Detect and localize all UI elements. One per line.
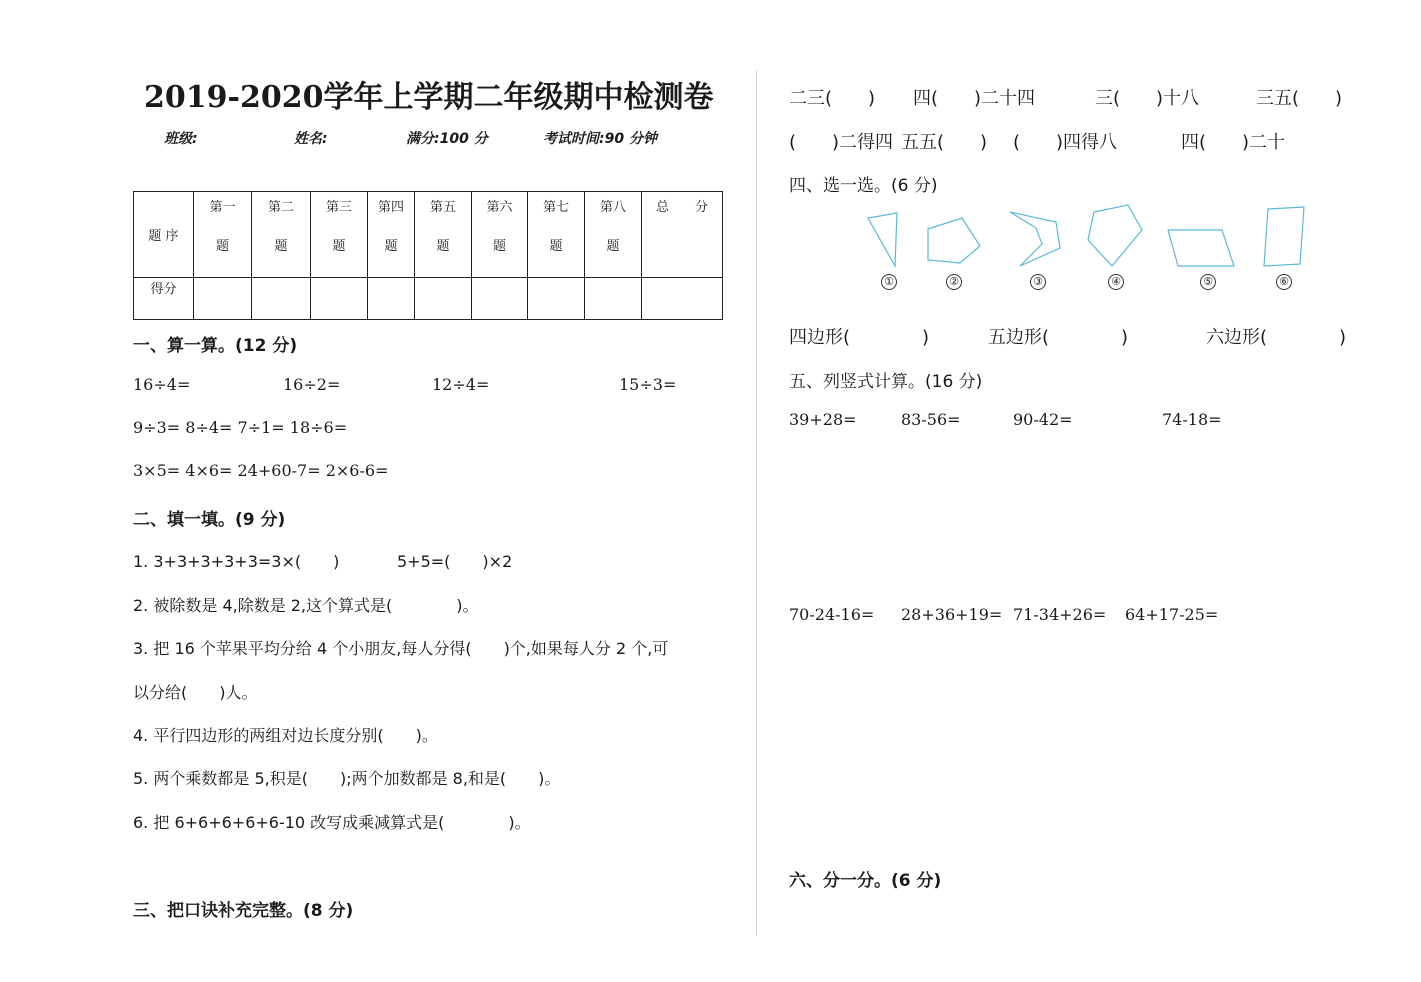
col-header-5: 第五 题 <box>415 192 472 278</box>
fill-question-3a: 3. 把 16 个苹果平均分给 4 个小朋友,每人分得( )个,如果每人分 2 个,可 <box>133 639 669 658</box>
col-header-2: 第二 题 <box>252 192 311 278</box>
score-cell-7[interactable] <box>528 278 585 320</box>
section5-heading: 五、列竖式计算。(16 分) <box>789 372 983 392</box>
col-header-8: 第八 题 <box>585 192 642 278</box>
calc-row: 3×5= 4×6= 24+60-7= 2×6-6= <box>133 461 389 480</box>
score-cell-2[interactable] <box>252 278 311 320</box>
fill-question-2: 2. 被除数是 4,除数是 2,这个算式是( )。 <box>133 596 479 615</box>
rhyme-item: 三五( ) <box>1256 88 1343 109</box>
fill-question-1b: 5+5=( )×2 <box>397 552 513 571</box>
vertical-calc-item: 74-18= <box>1162 410 1222 429</box>
shape-label-1: ① <box>881 274 897 290</box>
shape-label-3: ③ <box>1030 274 1046 290</box>
shape-2 <box>928 218 980 263</box>
shape-label-5: ⑤ <box>1200 274 1216 290</box>
answer-pentagon: 五边形( ) <box>988 327 1129 348</box>
row-label-score: 得分 <box>134 278 194 320</box>
col-header-4: 第四 题 <box>368 192 415 278</box>
score-table <box>133 191 723 320</box>
rhyme-item: 三( )十八 <box>1095 88 1200 109</box>
score-cell-8[interactable] <box>585 278 642 320</box>
fill-question-6: 6. 把 6+6+6+6+6-10 改写成乘减算式是( )。 <box>133 813 531 832</box>
col-header-total: 总 分 <box>642 192 723 278</box>
rhyme-item: 五五( ) <box>901 132 988 153</box>
rhyme-item: 二三( ) <box>789 88 876 109</box>
answer-hexagon: 六边形( ) <box>1206 327 1347 348</box>
shape-6 <box>1264 207 1304 266</box>
vertical-calc-item: 28+36+19= <box>901 605 1003 624</box>
answer-quadrilateral: 四边形( ) <box>789 327 930 348</box>
score-cell-4[interactable] <box>368 278 415 320</box>
section6-heading: 六、分一分。(6 分) <box>789 871 942 891</box>
shape-5 <box>1168 230 1234 266</box>
col-header-3: 第三 题 <box>311 192 368 278</box>
rhyme-item: 四( )二十 <box>1181 132 1286 153</box>
vertical-calc-item: 71-34+26= <box>1013 605 1107 624</box>
vertical-calc-item: 83-56= <box>901 410 961 429</box>
shape-label-6: ⑥ <box>1276 274 1292 290</box>
rhyme-item: 四( )二十四 <box>913 88 1036 109</box>
row-label-order: 题 序 <box>134 192 194 278</box>
score-cell-5[interactable] <box>415 278 472 320</box>
fill-question-3b: 以分给( )人。 <box>133 683 258 702</box>
score-label: 满分:100 分 <box>406 131 488 147</box>
vertical-calc-item: 70-24-16= <box>789 605 875 624</box>
col-header-6: 第六 题 <box>472 192 528 278</box>
score-cell-1[interactable] <box>194 278 252 320</box>
section3-heading: 三、把口诀补充完整。(8 分) <box>133 901 354 921</box>
fill-question-5: 5. 两个乘数都是 5,积是( );两个加数都是 8,和是( )。 <box>133 769 561 788</box>
shape-1 <box>868 213 897 266</box>
shapes-figure <box>850 200 1330 272</box>
shape-3 <box>1010 212 1060 266</box>
shape-4 <box>1088 205 1142 266</box>
section1-heading: 一、算一算。(12 分) <box>133 336 298 356</box>
section4-heading: 四、选一选。(6 分) <box>789 176 938 196</box>
score-cell-3[interactable] <box>311 278 368 320</box>
rhyme-item: ( )二得四 <box>789 132 894 153</box>
score-cell-total[interactable] <box>642 278 723 320</box>
class-label: 班级: <box>164 131 198 147</box>
name-label: 姓名: <box>294 131 328 147</box>
calc-item: 16÷2= <box>283 375 341 394</box>
vertical-calc-item: 90-42= <box>1013 410 1073 429</box>
time-label: 考试时间:90 分钟 <box>543 131 657 147</box>
fill-question-4: 4. 平行四边形的两组对边长度分别( )。 <box>133 726 438 745</box>
fill-question-1a: 1. 3+3+3+3+3=3×( ) <box>133 552 340 571</box>
col-header-1: 第一 题 <box>194 192 252 278</box>
shape-label-4: ④ <box>1108 274 1124 290</box>
page-title: 2019-2020学年上学期二年级期中检测卷 <box>144 80 714 115</box>
shape-label-2: ② <box>946 274 962 290</box>
calc-item: 15÷3= <box>619 375 677 394</box>
calc-item: 16÷4= <box>133 375 191 394</box>
section2-heading: 二、填一填。(9 分) <box>133 510 286 530</box>
rhyme-item: ( )四得八 <box>1013 132 1118 153</box>
calc-item: 12÷4= <box>432 375 490 394</box>
column-divider <box>756 70 757 936</box>
vertical-calc-item: 64+17-25= <box>1125 605 1219 624</box>
vertical-calc-item: 39+28= <box>789 410 857 429</box>
col-header-7: 第七 题 <box>528 192 585 278</box>
score-cell-6[interactable] <box>472 278 528 320</box>
calc-row: 9÷3= 8÷4= 7÷1= 18÷6= <box>133 418 348 437</box>
